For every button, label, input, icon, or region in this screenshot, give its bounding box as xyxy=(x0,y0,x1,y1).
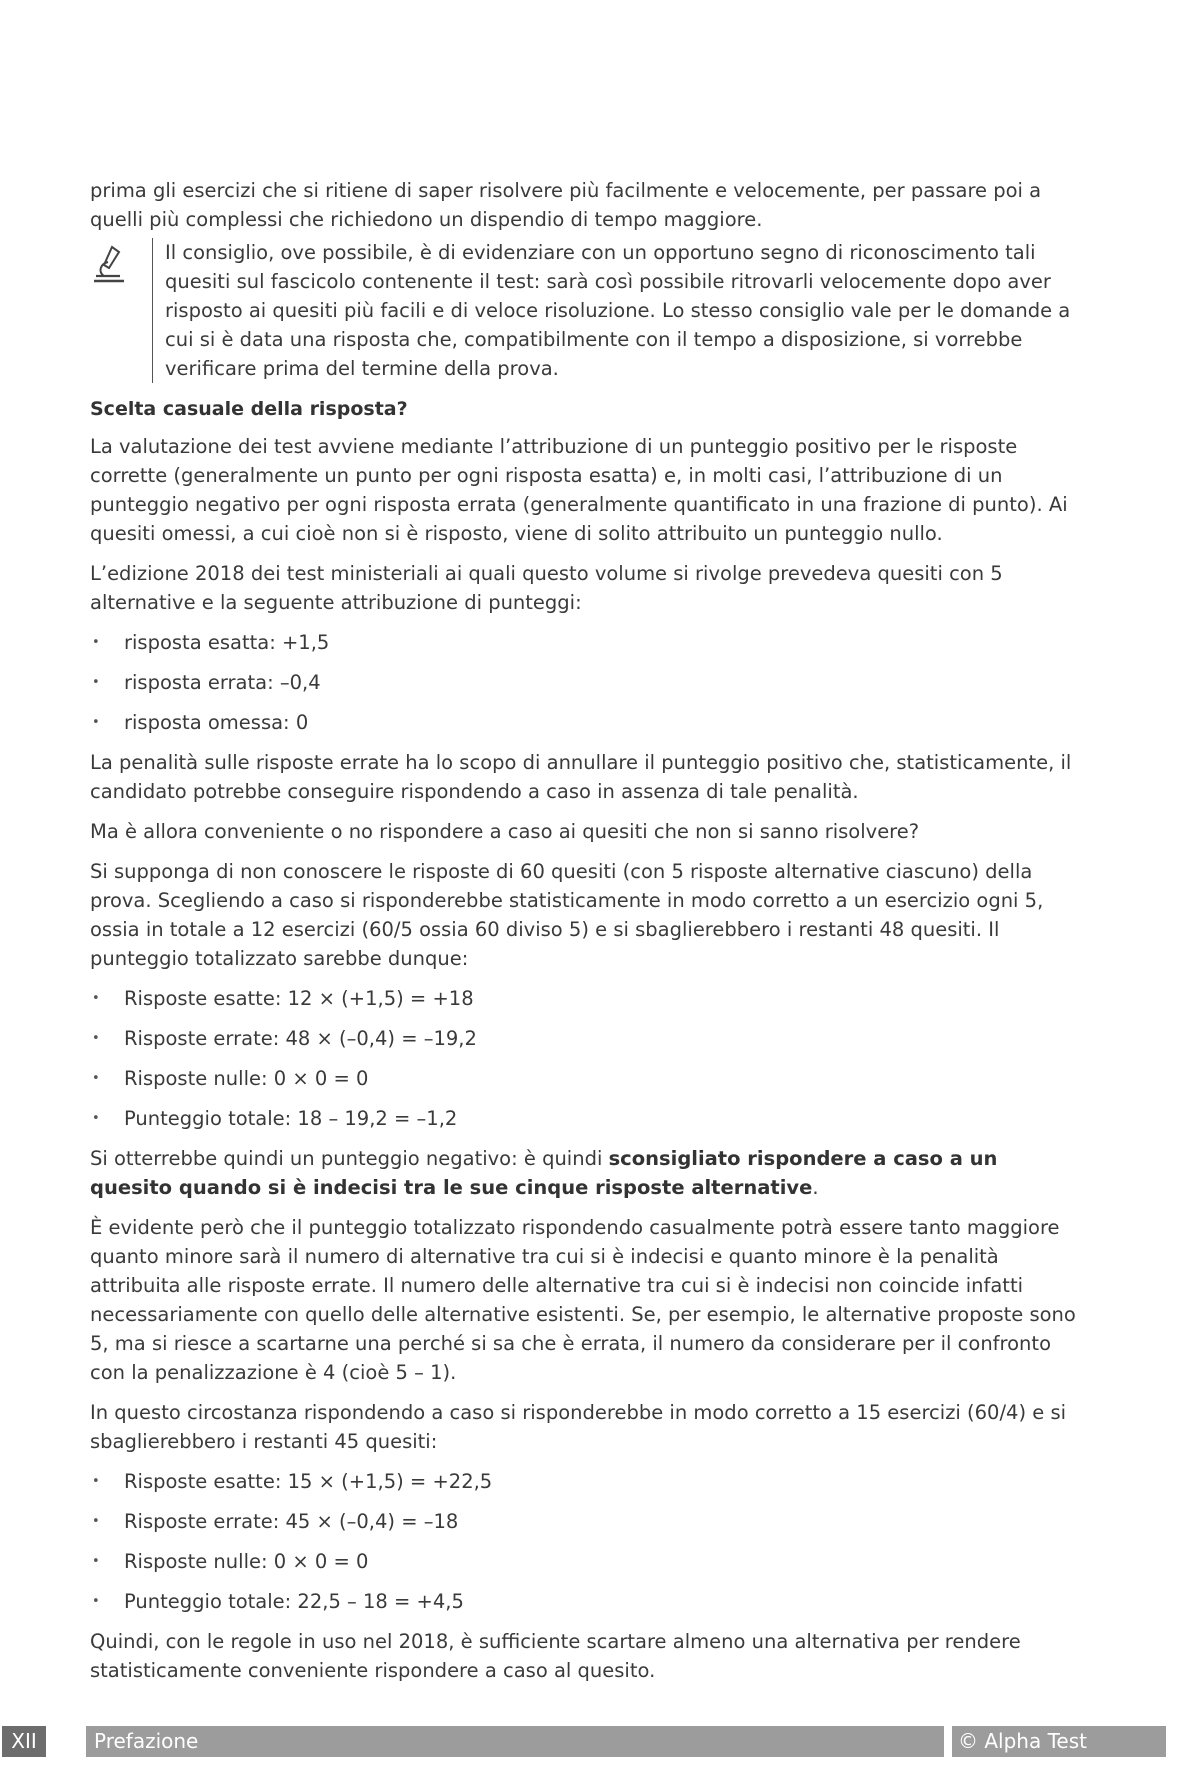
calculation-list-4-alternatives xyxy=(90,1467,1086,1617)
list-item: • Punteggio totale: 22,5 – 18 = +4,5 xyxy=(90,1587,1086,1617)
bold-advice: sconsigliato rispondere a caso a un quesito quando si è indecisi tra le sue cinque risposte alternative xyxy=(90,1147,998,1199)
section-heading: Scelta casuale della risposta? xyxy=(90,398,408,420)
paragraph-intro: prima gli esercizi che si ritiene di saper risolvere più facilmente e velocemente, per passare poi a quelli più complessi che richiedono un dispendio di tempo maggiore. xyxy=(90,179,1042,231)
footer-publisher: © Alpha Test xyxy=(952,1726,1166,1757)
paragraph: È evidente però che il punteggio totalizzato rispondendo casualmente potrà essere tanto maggiore quanto minore sarà il numero di alternative tra cui si è indecisi e quanto minore è la penalità attribuita alle risposte errate. Il numero delle alternative tra cui si è indecisi non coincide infatti necessariamente con quello delle alternative esistenti. Se, per esempio, le alternative proposte sono 5, ma si riesce a scartarne una perché si sa che è errata, il numero da considerare per il confronto con la penalizzazione è 4 (cioè 5 – 1). xyxy=(90,1216,1076,1384)
microscope-icon xyxy=(90,238,152,286)
paragraph: La valutazione dei test avviene mediante l’attribuzione di un punteggio positivo per le risposte corrette (generalmente un punto per ogni risposta esatta) e, in molti casi, l’attribuzione di un punteggio negativo per ogni risposta errata (generalmente quantificato in una frazione di punto). Ai quesiti omessi, a cui cioè non si è risposto, viene di solito attribuito un punteggio nullo. xyxy=(90,435,1068,545)
list-item: • Risposte errate: 48 × (–0,4) = –19,2 xyxy=(90,1024,1086,1054)
calculation-list-5-alternatives xyxy=(90,984,1086,1134)
paragraph: Si supponga di non conoscere le risposte di 60 quesiti (con 5 risposte alternative ciascuno) della prova. Scegliendo a caso si risponderebbe statisticamente in modo corretto a un esercizio ogni 5, ossia in totale a 12 esercizi (60/5 ossia 60 diviso 5) e si sbaglierebbero i restanti 48 quesiti. Il punteggio totalizzato sarebbe dunque: xyxy=(90,860,1044,970)
list-item: • Risposte errate: 45 × (–0,4) = –18 xyxy=(90,1507,1086,1537)
text-span: . xyxy=(812,1176,819,1199)
paragraph: Ma è allora conveniente o no rispondere a caso ai quesiti che non si sanno risolvere? xyxy=(90,820,920,843)
tip-box xyxy=(90,238,1086,383)
list-item: • Punteggio totale: 18 – 19,2 = –1,2 xyxy=(90,1104,1086,1134)
score-list xyxy=(90,628,1086,738)
footer-section-title: Prefazione xyxy=(86,1726,944,1757)
paragraph-final: Quindi, con le regole in uso nel 2018, è sufficiente scartare almeno una alternativa per rendere statisticamente conveniente rispondere a caso al quesito. xyxy=(90,1630,1021,1682)
paragraph-conclusion xyxy=(90,1144,1086,1202)
list-item: • Risposte nulle: 0 × 0 = 0 xyxy=(90,1547,1086,1577)
page-number: XII xyxy=(2,1726,46,1757)
paragraph: La penalità sulle risposte errate ha lo scopo di annullare il punteggio positivo che, statisticamente, il candidato potrebbe conseguire rispondendo a caso in assenza di tale penalità. xyxy=(90,751,1072,803)
list-item: • Risposte esatte: 12 × (+1,5) = +18 xyxy=(90,984,1086,1014)
list-item: • risposta esatta: +1,5 xyxy=(90,628,1086,658)
tip-text: Il consiglio, ove possibile, è di evidenziare con un opportuno segno di riconoscimento tali quesiti sul fascicolo contenente il test: sarà così possibile ritrovarli velocemente dopo aver risposto ai quesiti più facili e di veloce risoluzione. Lo stesso consiglio vale per le domande a cui si è data una risposta che, compatibilmente con il tempo a disposizione, si vorrebbe verificare prima del termine della prova. xyxy=(152,238,1086,383)
list-item: • risposta errata: –0,4 xyxy=(90,668,1086,698)
page-footer xyxy=(0,1726,1195,1757)
page-body xyxy=(90,176,1086,1696)
list-item: • Risposte nulle: 0 × 0 = 0 xyxy=(90,1064,1086,1094)
text-span: Si otterrebbe quindi un punteggio negativo: è quindi xyxy=(90,1147,609,1170)
list-item: • risposta omessa: 0 xyxy=(90,708,1086,738)
paragraph: L’edizione 2018 dei test ministeriali ai quali questo volume si rivolge prevedeva quesiti con 5 alternative e la seguente attribuzione di punteggi: xyxy=(90,562,1003,614)
list-item: • Risposte esatte: 15 × (+1,5) = +22,5 xyxy=(90,1467,1086,1497)
paragraph: In questo circostanza rispondendo a caso si risponderebbe in modo corretto a 15 esercizi (60/4) e si sbaglierebbero i restanti 45 quesiti: xyxy=(90,1401,1067,1453)
